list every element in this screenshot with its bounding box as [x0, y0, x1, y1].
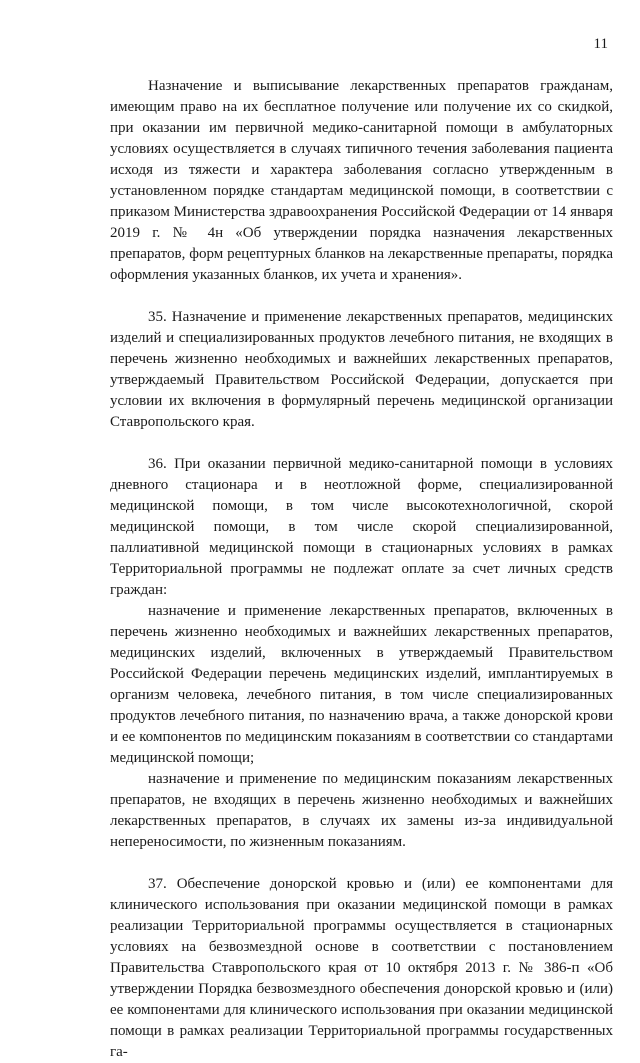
paragraph-35: 35. Назначение и применение лекарственных препаратов, медицинских изделий и специализированных продуктов лечебного питания, не входящих в перечень жизненно необходимых и важнейших лекарственных препаратов, утверждаемый Правительством Российской Федерации, допускается при условии их включения в формулярный перечень медицинской организации Ставропольского края.	[110, 309, 613, 430]
paragraph-prescription: Назначение и выписывание лекарственных препаратов гражданам, имеющим право на их бесплатное получение или получение их со скидкой, при оказании им первичной медико-санитарной помощи в амбулаторных условиях осуществляется в случаях типичного течения заболевания пациента исходя из тяжести и характера заболевания согласно утвержденным в установленном порядке стандартам медицинской помощи, в соответствии с приказом Министерства здравоохранения Российской Федерации от 14 января 2019 г. № 4н «Об утверждении порядка назначения лекарственных препаратов, форм рецептурных бланков на лекарственные препараты, порядка оформления указанных бланков, их учета и хранения».	[110, 78, 613, 283]
paragraph-37: 37. Обеспечение донорской кровью и (или) ее компонентами для клинического использования при оказании медицинской помощи в рамках реализации Территориальной программы осуществляется в стационарных условиях на безвозмездной основе в соответствии с постановлением Правительства Ставропольского края от 10 октября 2013 г. № 386-п «Об утверждении Порядка безвозмездного обеспечения донорской кровью и (или) ее компонентами для клинического использования при оказании медицинской помощи в рамках реализации Территориальной программы государственных га-	[110, 876, 613, 1060]
paragraph-36-item-1: назначение и применение лекарственных препаратов, включенных в перечень жизненно необходимых и важнейших лекарственных препаратов, медицинских изделий, включенных в утверждаемый Правительством Российской Федерации перечень медицинских изделий, имплантируемых в организм человека, лечебного питания, в том числе специализированных продуктов лечебного питания, по назначению врача, а также донорской крови и ее компонентов по медицинским показаниям в соответствии со стандартами медицинской помощи;	[110, 603, 613, 766]
page-number: 11	[593, 36, 608, 52]
document-body	[110, 76, 613, 1063]
paragraph-36: 36. При оказании первичной медико-санитарной помощи в условиях дневного стационара и в неотложной форме, специализированной медицинской помощи, в том числе высокотехнологичной, скорой медицинской помощи, в том числе скорой специализированной, паллиативной медицинской помощи в стационарных условиях в рамках Территориальной программы не подлежат оплате за счет личных средств граждан:	[110, 456, 613, 598]
paragraph-36-item-2: назначение и применение по медицинским показаниям лекарственных препаратов, не входящих в перечень жизненно необходимых и важнейших лекарственных препаратов, в случаях их замены из-за индивидуальной непереносимости, по жизненным показаниям.	[110, 771, 613, 850]
